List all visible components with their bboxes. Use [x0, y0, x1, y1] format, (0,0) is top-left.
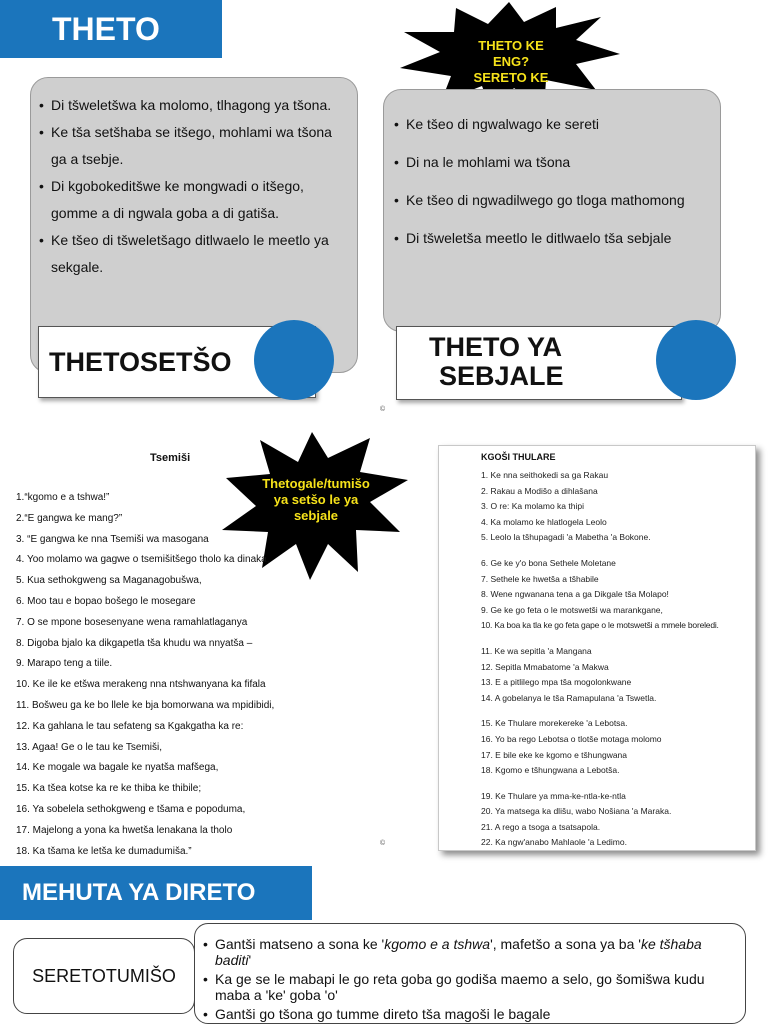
starburst-thetogale-line: sebjale: [293, 508, 339, 523]
thetosetso-bullets: [39, 92, 347, 281]
sebjale-label-box: [396, 326, 682, 400]
poem-line: 4. Yoo molamo wa gagwe o tsemišitšego tholo ka dinaka,: [16, 554, 270, 566]
poem-line: 7. Sethele ke hwetša a tšhabile: [481, 573, 599, 584]
bullet-text: ': [248, 952, 252, 968]
bullet-item: • Ke tša setšhaba se itšego, mohlami wa tšona ga a tsebje.: [39, 119, 347, 173]
poem-line: 9. Ge ke go feta o le motswetši wa marankgane,: [481, 604, 663, 615]
poem-line: 10. Ke ile ke etšwa merakeng nna ntshwanyana ka fifala: [16, 679, 266, 691]
bullet-item: • Ke tšeo di ngwalwago ke sereti: [394, 110, 710, 138]
thulare-stanza: [481, 716, 745, 778]
bullet-italic: kgomo e a tshwa: [384, 936, 491, 952]
poem-line: 2.“E gangwa ke mang?”: [16, 512, 123, 524]
bullet-item: • Ke tšeo di ngwadilwego go tloga mathomong: [394, 186, 710, 214]
starburst-thetogale-line: ya setšo le ya: [273, 492, 359, 507]
bullet-item: • Di tšweletša meetlo le ditlwaelo tša sebjale: [394, 224, 710, 252]
poem-line: 20. Ya matsega ka dlišu, wabo Nošiana 'a Maraka.: [481, 806, 672, 817]
poem-line: 5. Kua sethokgweng sa Maganagobušwa,: [16, 575, 202, 587]
mehuta-title: MEHUTA YA DIRETO: [22, 879, 256, 906]
bullet-item: • Di tšweletšwa ka molomo, tlhagong ya tšona.: [39, 92, 347, 119]
starburst-thetogale-line: Thetogale/tumišo: [262, 476, 370, 491]
poem-line: 7. O se mpone bosesenyane wena ramahlatlaganya: [16, 616, 248, 628]
poem-line: 18. Ka tšama ke letša ke dumadumiša.”: [16, 845, 192, 857]
tsemisi-title: Tsemiši: [150, 452, 191, 464]
poem-line: 5. Leolo la tšhupagadi 'a Mabetha 'a Bokone.: [481, 532, 651, 543]
sebjale-label-line: THETO YA: [429, 332, 563, 362]
thulare-poem-card: [438, 445, 756, 851]
poem-line: 16. Ya sobelela sethokgweng e tšama e popoduma,: [16, 803, 246, 815]
starburst-question-line: SERETO KE: [473, 70, 549, 85]
bullet-text: Gantši matseno a sona ke ': [215, 936, 385, 952]
poem-line: 17. E bile eke ke kgomo e tšhungwana: [481, 749, 628, 760]
seretotumiso-label-box: [13, 938, 195, 1014]
thulare-stanza: [481, 789, 745, 851]
poem-line: 13. Agaa! Ge o le tau ke Tsemiši,: [16, 741, 163, 753]
poem-line: 15. Ka tšea kotse ka re ke thiba ke thibile;: [16, 783, 202, 795]
poem-line: 18. Kgomo e tšhungwana a Lebotša.: [481, 765, 620, 776]
poem-line: 8. Digoba bjalo ka dikgapetla tša khudu wa nnyatša –: [16, 637, 253, 649]
seretotumiso-card: [194, 923, 746, 1024]
theto-ya-sebjale-card: [383, 89, 721, 332]
poem-line: 13. E a pitlilego mpa tša mogolonkwane: [481, 677, 632, 688]
poem-line: 22. Ka ngw'anabo Mahlaole 'a Ledimo.: [481, 837, 627, 848]
poem-line: 12. Sepitla Mmabatome 'a Makwa: [481, 661, 609, 672]
bullet-italic: ke tšhaba baditi: [215, 936, 702, 968]
thulare-stanza: [481, 468, 745, 546]
poem-line: 14. Ke mogale wa bagale ke nyatša mafšega,: [16, 762, 219, 774]
bullet-item: • Gantši go tšona go tumme direto tša magoši le bagale: [203, 1006, 731, 1022]
poem-line: 15. Ke Thulare morekereke 'a Lebotsa.: [481, 718, 628, 729]
thulare-title: KGOŠI THULARE: [481, 452, 556, 462]
mehuta-banner: [0, 866, 312, 920]
poem-line: 4. Ka molamo ke hlatlogela Leolo: [481, 516, 607, 527]
poem-line: 9. Marapo teng a tiile.: [16, 658, 113, 670]
bullet-item: • Ke tšeo di tšweletšago ditlwaelo le meetlo ya sekgale.: [39, 227, 347, 281]
poem-line: 1. Ke nna seithokedi sa ga Rakau: [481, 470, 609, 480]
poem-line: 11. Ke wa sepitla 'a Mangana: [481, 645, 592, 656]
bullet-item: • Di kgobokeditšwe ke mongwadi o itšego, gomme a di ngwala goba a di gatiša.: [39, 173, 347, 227]
bullet-item: [203, 936, 731, 968]
poem-line: 19. Ke Thulare ya mma-ke-ntla-ke-ntla: [481, 790, 626, 801]
poem-line: 6. Ge ke y'o bona Sethele Moletane: [481, 557, 616, 568]
sebjale-bullets: [394, 110, 710, 252]
poem-line: 14. A gobelanya le tša Ramapulana 'a Tswetla.: [481, 692, 657, 703]
poem-line: 21. A rego a tsoga a tsatsapola.: [481, 821, 601, 832]
bullet-item: • Ka ge se le mabapi le go reta goba go godiša maemo a selo, go šomišwa kudu maba a 'ke' goba 'o': [203, 971, 731, 1003]
poem-line: 3. O re: Ka molamo ka thipi: [481, 501, 584, 512]
poem-line: 11. Bošweu ga ke bo llele ke bja bomorwana wa mpidibidi,: [16, 699, 275, 711]
bullet-text: ', mafetšo a sona ya ba ': [490, 936, 641, 952]
seretotumiso-label: SERETOTUMIŠO: [32, 965, 176, 986]
poem-line: 3. “E gangwa ke nna Tsemiši wa masogana: [16, 533, 209, 545]
starburst-question-line: THETO KE ENG?: [478, 38, 544, 69]
copyright-mark: ©: [380, 406, 386, 413]
tsemisi-poem: [16, 488, 376, 862]
sebjale-label-line: SEBJALE: [439, 361, 564, 391]
bullet-item: • Di na le mohlami wa tšona: [394, 148, 710, 176]
thulare-stanza: [481, 556, 745, 634]
poem-line: 10. Ka boa ka tla ke go feta gape o le motswetši a mmele boreledi.: [481, 620, 719, 631]
thetosetso-label: THETOSETŠO: [49, 347, 232, 377]
poem-line: 17. Majelong a yona ka hwetša lenakana la tholo: [16, 824, 233, 836]
decorative-circle: [656, 320, 736, 400]
poem-line: 6. Moo tau e bopao bošego le mosegare: [16, 595, 196, 607]
poem-line: 1.“kgomo e a tshwa!”: [16, 492, 110, 503]
poem-line: 16. Yo ba rego Lebotsa o tlotše motaga molomo: [481, 733, 662, 744]
decorative-circle: [254, 320, 334, 400]
copyright-mark: ©: [380, 840, 386, 847]
poem-line: 12. Ka gahlana le tau sefateng sa Kgakgatha ka re:: [16, 720, 244, 732]
poem-line: 2. Rakau a Modišo a dihlašana: [481, 485, 598, 496]
page-title-banner: [0, 0, 222, 58]
page-title: THETO: [52, 10, 160, 47]
poem-line: 8. Wene ngwanana tena a ga Dikgale tša Molapo!: [481, 589, 669, 600]
thulare-stanza: [481, 644, 745, 706]
seretotumiso-bullets: [203, 936, 731, 1022]
